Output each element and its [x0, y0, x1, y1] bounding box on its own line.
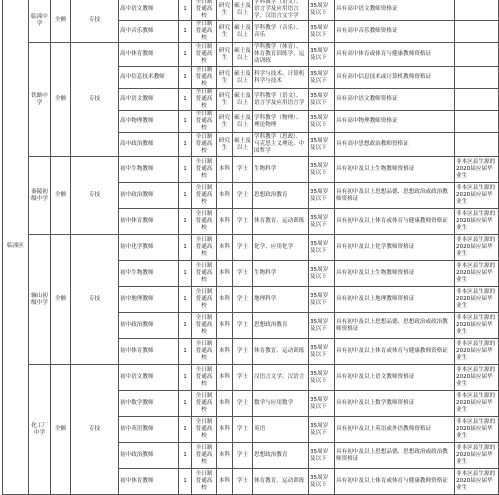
- major-cell: 思想政治教育: [253, 183, 309, 209]
- certificate-cell: 具有初中及以上生物教师资格证: [335, 261, 455, 287]
- hire-count-cell: 1: [179, 469, 192, 495]
- hire-count-cell: 1: [179, 183, 192, 209]
- hire-count-cell: 1: [179, 391, 192, 417]
- post-name-cell: 初中语文教师: [119, 365, 179, 391]
- age-cell: 35周岁及以下: [309, 157, 335, 183]
- education-form-cell: 全日制普通高校: [192, 235, 217, 261]
- education-form-cell: 全日制普通高校: [192, 261, 217, 287]
- major-cell: 数学与应用数学: [253, 391, 309, 417]
- post-name-cell: 初中数学教师: [119, 391, 179, 417]
- education-form-cell: 全日制普通高校: [192, 209, 217, 235]
- education-form-cell: 全日制普通高校: [192, 417, 217, 443]
- certificate-cell: 具有初中及以上体育或体育与健康教师资格证: [335, 339, 455, 365]
- education-form-cell: 全日制普通高校: [192, 469, 217, 495]
- education-level-cell: 本科: [217, 443, 233, 469]
- age-cell: 35周岁及以下: [309, 67, 335, 89]
- note-cell: 非本区县生源的2020届应届毕业生: [455, 287, 499, 313]
- note-cell: 非本区县生源的2020届应届毕业生: [455, 417, 499, 443]
- education-level-cell: 研究生: [217, 21, 233, 43]
- education-level-cell: 研究生: [217, 89, 233, 111]
- funding-cell: 全额: [51, 235, 71, 365]
- education-form-cell: 全日制普通高校: [192, 67, 217, 89]
- post-name-cell: 初中地理教师: [119, 287, 179, 313]
- note-cell: [455, 21, 499, 43]
- school-cell: 临潼中学: [29, 0, 51, 43]
- age-cell: 35周岁及以下: [309, 261, 335, 287]
- post-type-cell: 专技: [71, 365, 119, 495]
- age-cell: 35周岁及以下: [309, 365, 335, 391]
- note-cell: [455, 111, 499, 133]
- recruitment-table: [2, 0, 499, 495]
- age-cell: 35周岁及以下: [309, 469, 335, 495]
- major-cell: 体育教育、运动训练: [253, 209, 309, 235]
- degree-cell: 硕士及以上: [233, 21, 253, 43]
- post-name-cell: 初中体育教师: [119, 339, 179, 365]
- degree-cell: 硕士及以上: [233, 111, 253, 133]
- education-level-cell: 研究生: [217, 111, 233, 133]
- hire-count-cell: 1: [179, 417, 192, 443]
- degree-cell: 学士: [233, 365, 253, 391]
- education-form-cell: 全日制普通高校: [192, 89, 217, 111]
- major-cell: 思想政治教育: [253, 443, 309, 469]
- education-level-cell: 本科: [217, 417, 233, 443]
- post-name-cell: 高中体育教师: [119, 43, 179, 67]
- hire-count-cell: 1: [179, 0, 192, 21]
- hire-count-cell: 1: [179, 261, 192, 287]
- hire-count-cell: 1: [179, 443, 192, 469]
- note-cell: [455, 133, 499, 157]
- note-cell: 非本区县生源的2020届应届毕业生: [455, 183, 499, 209]
- note-cell: [455, 43, 499, 67]
- education-level-cell: 本科: [217, 287, 233, 313]
- education-level-cell: 本科: [217, 365, 233, 391]
- funding-cell: 全额: [51, 0, 71, 43]
- major-cell: 英语: [253, 417, 309, 443]
- hire-count-cell: 1: [179, 209, 192, 235]
- education-form-cell: 全日制普通高校: [192, 443, 217, 469]
- post-name-cell: 高中信息技术教师: [119, 67, 179, 89]
- degree-cell: 学士: [233, 469, 253, 495]
- degree-cell: 学士: [233, 391, 253, 417]
- post-name-cell: 初中体育教师: [119, 209, 179, 235]
- post-name-cell: 高中政治教师: [119, 133, 179, 157]
- age-cell: 35周岁及以下: [309, 183, 335, 209]
- note-cell: 非本区县生源的2020届应届毕业生: [455, 443, 499, 469]
- hire-count-cell: 1: [179, 21, 192, 43]
- note-cell: 非本区县生源的2020届应届毕业生: [455, 391, 499, 417]
- degree-cell: 学士: [233, 157, 253, 183]
- age-cell: 35周岁及以下: [309, 133, 335, 157]
- note-cell: 非本区县生源的2020届应届毕业生: [455, 469, 499, 495]
- degree-cell: 硕士及以上: [233, 43, 253, 67]
- education-level-cell: 研究生: [217, 43, 233, 67]
- post-name-cell: 初中英语教师: [119, 417, 179, 443]
- education-form-cell: 全日制普通高校: [192, 313, 217, 339]
- major-cell: 学科教学（语文）、语言学及应用语言学: [253, 89, 309, 111]
- post-name-cell: 高中语文教师: [119, 89, 179, 111]
- education-form-cell: 全日制普通高校: [192, 365, 217, 391]
- certificate-cell: 具有初中及以上英语或外语教师资格证: [335, 417, 455, 443]
- age-cell: 35周岁及以下: [309, 209, 335, 235]
- certificate-cell: 具有高中音乐教师资格证: [335, 21, 455, 43]
- certificate-cell: 具有高中语文教师资格证: [335, 89, 455, 111]
- major-cell: 学科教学（音乐）、音乐: [253, 21, 309, 43]
- funding-cell: 全额: [51, 43, 71, 157]
- post-name-cell: 初中化学教师: [119, 235, 179, 261]
- education-level-cell: 研究生: [217, 0, 233, 21]
- table-row: [3, 0, 499, 21]
- education-level-cell: 本科: [217, 339, 233, 365]
- education-form-cell: 全日制普通高校: [192, 21, 217, 43]
- post-name-cell: 初中生物教师: [119, 261, 179, 287]
- certificate-cell: 具有高中语文教师资格证: [335, 0, 455, 21]
- school-cell: 铁路中学: [29, 43, 51, 157]
- major-cell: 学科教学（思政）、马克思主义理论、中国哲学: [253, 133, 309, 157]
- degree-cell: 学士: [233, 261, 253, 287]
- certificate-cell: 具有初中及以上思想品德、思想政治或政治教师资格证: [335, 443, 455, 469]
- post-name-cell: 初中政治教师: [119, 313, 179, 339]
- school-cell: 化工厂中学: [29, 365, 51, 495]
- degree-cell: 学士: [233, 287, 253, 313]
- note-cell: 非本区县生源的2020届应届毕业生: [455, 157, 499, 183]
- age-cell: 35周岁及以下: [309, 391, 335, 417]
- funding-cell: 全额: [51, 365, 71, 495]
- post-name-cell: 高中语文教师: [119, 0, 179, 21]
- certificate-cell: 具有高中思想政治教师资格证: [335, 133, 455, 157]
- note-cell: [455, 0, 499, 21]
- age-cell: 35周岁及以下: [309, 235, 335, 261]
- certificate-cell: 具有高中物理教师资格证: [335, 111, 455, 133]
- note-cell: 非本区县生源的2020届应届毕业生: [455, 235, 499, 261]
- certificate-cell: 具有高中体育或体育与健康教师资格证: [335, 43, 455, 67]
- hire-count-cell: 1: [179, 235, 192, 261]
- hire-count-cell: 1: [179, 111, 192, 133]
- age-cell: 35周岁及以下: [309, 89, 335, 111]
- education-form-cell: 全日制普通高校: [192, 157, 217, 183]
- hire-count-cell: 1: [179, 287, 192, 313]
- major-cell: 学科教学（物理）、理论物理: [253, 111, 309, 133]
- degree-cell: 硕士及以上: [233, 89, 253, 111]
- age-cell: 35周岁及以下: [309, 43, 335, 67]
- note-cell: 非本区县生源的2020届应届毕业生: [455, 209, 499, 235]
- post-name-cell: 初中政治教师: [119, 183, 179, 209]
- degree-cell: 学士: [233, 235, 253, 261]
- education-level-cell: 研究生: [217, 67, 233, 89]
- major-cell: 思想政治教育: [253, 313, 309, 339]
- degree-cell: 硕士及以上: [233, 133, 253, 157]
- education-level-cell: 本科: [217, 157, 233, 183]
- certificate-cell: 具有初中及以上体育或体育与健康教师资格证: [335, 209, 455, 235]
- education-level-cell: 本科: [217, 235, 233, 261]
- education-form-cell: 全日制普通高校: [192, 111, 217, 133]
- school-cell: 骊山初级中学: [29, 235, 51, 365]
- degree-cell: 学士: [233, 183, 253, 209]
- age-cell: 35周岁及以下: [309, 0, 335, 21]
- certificate-cell: 具有初中及以上化学教师资格证: [335, 235, 455, 261]
- post-name-cell: 初中生物教师: [119, 157, 179, 183]
- post-name-cell: 高中物理教师: [119, 111, 179, 133]
- hire-count-cell: 1: [179, 67, 192, 89]
- degree-cell: 学士: [233, 209, 253, 235]
- table-body: [3, 0, 499, 495]
- major-cell: 地理科学: [253, 287, 309, 313]
- major-cell: 化学、应用化学: [253, 235, 309, 261]
- certificate-cell: 具有初中及以上地理教师资格证: [335, 287, 455, 313]
- note-cell: [455, 67, 499, 89]
- post-type-cell: 专技: [71, 43, 119, 157]
- education-form-cell: 全日制普通高校: [192, 339, 217, 365]
- age-cell: 35周岁及以下: [309, 111, 335, 133]
- age-cell: 35周岁及以下: [309, 21, 335, 43]
- education-level-cell: 本科: [217, 469, 233, 495]
- major-cell: 生物科学: [253, 261, 309, 287]
- major-cell: 体育教育、运动训练: [253, 469, 309, 495]
- certificate-cell: 具有初中及以上数学教师资格证: [335, 391, 455, 417]
- education-level-cell: 研究生: [217, 133, 233, 157]
- note-cell: 非本区县生源的2020届应届毕业生: [455, 261, 499, 287]
- degree-cell: 学士: [233, 313, 253, 339]
- education-form-cell: 全日制普通高校: [192, 183, 217, 209]
- age-cell: 35周岁及以下: [309, 339, 335, 365]
- age-cell: 35周岁及以下: [309, 443, 335, 469]
- degree-cell: 学士: [233, 443, 253, 469]
- certificate-cell: 具有高中信息技术或计算机教师资格证: [335, 67, 455, 89]
- post-name-cell: 高中音乐教师: [119, 21, 179, 43]
- age-cell: 35周岁及以下: [309, 417, 335, 443]
- education-form-cell: 全日制普通高校: [192, 133, 217, 157]
- district-cell: 临潼区: [3, 0, 29, 495]
- post-name-cell: 初中政治教师: [119, 443, 179, 469]
- major-cell: 学科教学（语文）、语言学及应用语言学、汉语言文字学: [253, 0, 309, 21]
- note-cell: [455, 89, 499, 111]
- table-row: [3, 235, 499, 261]
- education-form-cell: 全日制普通高校: [192, 0, 217, 21]
- education-level-cell: 本科: [217, 391, 233, 417]
- table-row: [3, 365, 499, 391]
- education-form-cell: 全日制普通高校: [192, 43, 217, 67]
- hire-count-cell: 1: [179, 89, 192, 111]
- education-level-cell: 本科: [217, 209, 233, 235]
- note-cell: 非本区县生源的2020届应届毕业生: [455, 365, 499, 391]
- table-row: [3, 43, 499, 67]
- degree-cell: 学士: [233, 417, 253, 443]
- education-level-cell: 本科: [217, 313, 233, 339]
- education-level-cell: 本科: [217, 183, 233, 209]
- degree-cell: 硕士及以上: [233, 67, 253, 89]
- post-type-cell: 专技: [71, 157, 119, 235]
- major-cell: 体育教育、运动训练: [253, 339, 309, 365]
- certificate-cell: 具有初中及以上思想品德、思想政治或政治教师资格证: [335, 183, 455, 209]
- note-cell: 非本区县生源的2020届应届毕业生: [455, 313, 499, 339]
- age-cell: 35周岁及以下: [309, 287, 335, 313]
- certificate-cell: 具有初中及以上生物教师资格证: [335, 157, 455, 183]
- school-cell: 秦陵初级中学: [29, 157, 51, 235]
- funding-cell: 全额: [51, 157, 71, 235]
- post-type-cell: 专技: [71, 235, 119, 365]
- education-level-cell: 本科: [217, 261, 233, 287]
- note-cell: 非本区县生源的2020届应届毕业生: [455, 339, 499, 365]
- hire-count-cell: 1: [179, 365, 192, 391]
- major-cell: 生物科学: [253, 157, 309, 183]
- hire-count-cell: 1: [179, 339, 192, 365]
- age-cell: 35周岁及以下: [309, 313, 335, 339]
- degree-cell: 学士: [233, 339, 253, 365]
- major-cell: 学科教学（体育）、体育教育训练学、运动训练: [253, 43, 309, 67]
- hire-count-cell: 1: [179, 313, 192, 339]
- hire-count-cell: 1: [179, 157, 192, 183]
- post-name-cell: 初中体育教师: [119, 469, 179, 495]
- hire-count-cell: 1: [179, 133, 192, 157]
- education-form-cell: 全日制普通高校: [192, 391, 217, 417]
- certificate-cell: 具有初中及以上语文教师资格证: [335, 365, 455, 391]
- major-cell: 汉语言文学、汉语言: [253, 365, 309, 391]
- post-type-cell: 专技: [71, 0, 119, 43]
- certificate-cell: 具有初中及以上思想品德、思想政治或政治教师资格证: [335, 313, 455, 339]
- major-cell: 科学与技术、计算机科学与技术: [253, 67, 309, 89]
- table-row: [3, 157, 499, 183]
- hire-count-cell: 1: [179, 43, 192, 67]
- certificate-cell: 具有初中及以上体育或体育与健康教师资格证: [335, 469, 455, 495]
- education-form-cell: 全日制普通高校: [192, 287, 217, 313]
- degree-cell: 硕士及以上: [233, 0, 253, 21]
